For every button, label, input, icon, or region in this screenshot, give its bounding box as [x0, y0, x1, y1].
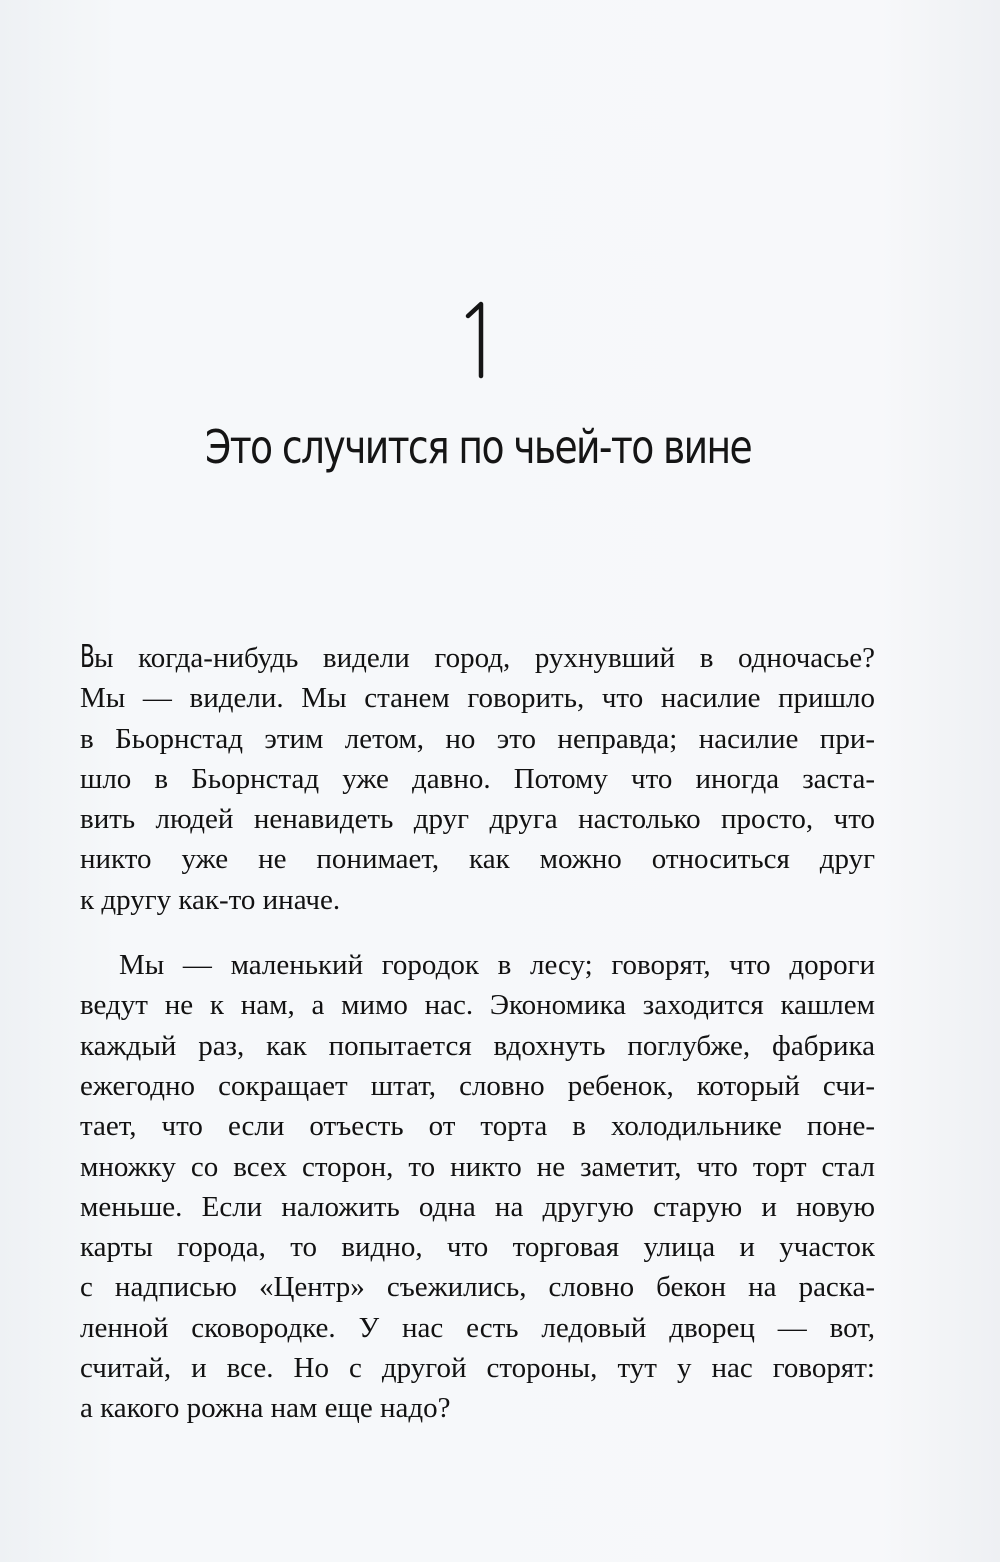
text-line: а какого рожна нам еще надо?: [80, 1392, 451, 1425]
text-line: ежегодно сокращает штат, словно ребенок, который счи-: [80, 1069, 875, 1102]
text-line: в Бьорнстад этим летом, но это неправда; насилие при-: [80, 722, 875, 755]
paragraph-1: [80, 637, 875, 920]
text-line: карты города, то видно, что торговая улица и участок: [80, 1231, 875, 1264]
text-line: ленной сковородке. У нас есть ледовый дворец — вот,: [80, 1311, 875, 1344]
chapter-body: [80, 637, 875, 1429]
text-line: с надписью «Центр» съежились, словно бекон на раска-: [80, 1271, 875, 1304]
chapter-number-glyph: [462, 300, 492, 380]
text-line: ведут не к нам, а мимо нас. Экономика заходится кашлем: [80, 989, 875, 1022]
paragraph-2: [80, 945, 875, 1429]
text-line: каждый раз, как попытается вдохнуть поглубже, фабрика: [80, 1029, 875, 1062]
text-line: вить людей ненавидеть друг друга настолько просто, что: [80, 803, 875, 836]
text-line: к другу как-то иначе.: [80, 883, 341, 916]
text-line: меньше. Если наложить одна на другую старую и новую: [80, 1190, 875, 1223]
chapter-number: [462, 300, 492, 380]
text-line: никто уже не понимает, как можно относиться друг: [80, 843, 875, 876]
chapter-title: Это случится по чьей-то вине: [205, 420, 752, 474]
text-line-content: ы когда-нибудь видели город, рухнувший в одночасье?: [94, 642, 875, 674]
text-line: тает, что если отъесть от торта в холодильнике поне-: [80, 1110, 875, 1143]
text-line: Мы — видели. Мы станем говорить, что насилие пришло: [80, 682, 875, 715]
text-line: шло в Бьорнстад уже давно. Потому что иногда заста-: [80, 762, 875, 795]
text-line: [80, 637, 875, 678]
text-line: Мы — маленький городок в лесу; говорят, что дороги: [119, 949, 875, 982]
text-line: множку со всех сторон, то никто не заметит, что торт стал: [80, 1150, 875, 1183]
drop-cap: В: [80, 639, 95, 675]
text-line: считай, и все. Но с другой стороны, тут у нас говорят:: [80, 1352, 875, 1385]
